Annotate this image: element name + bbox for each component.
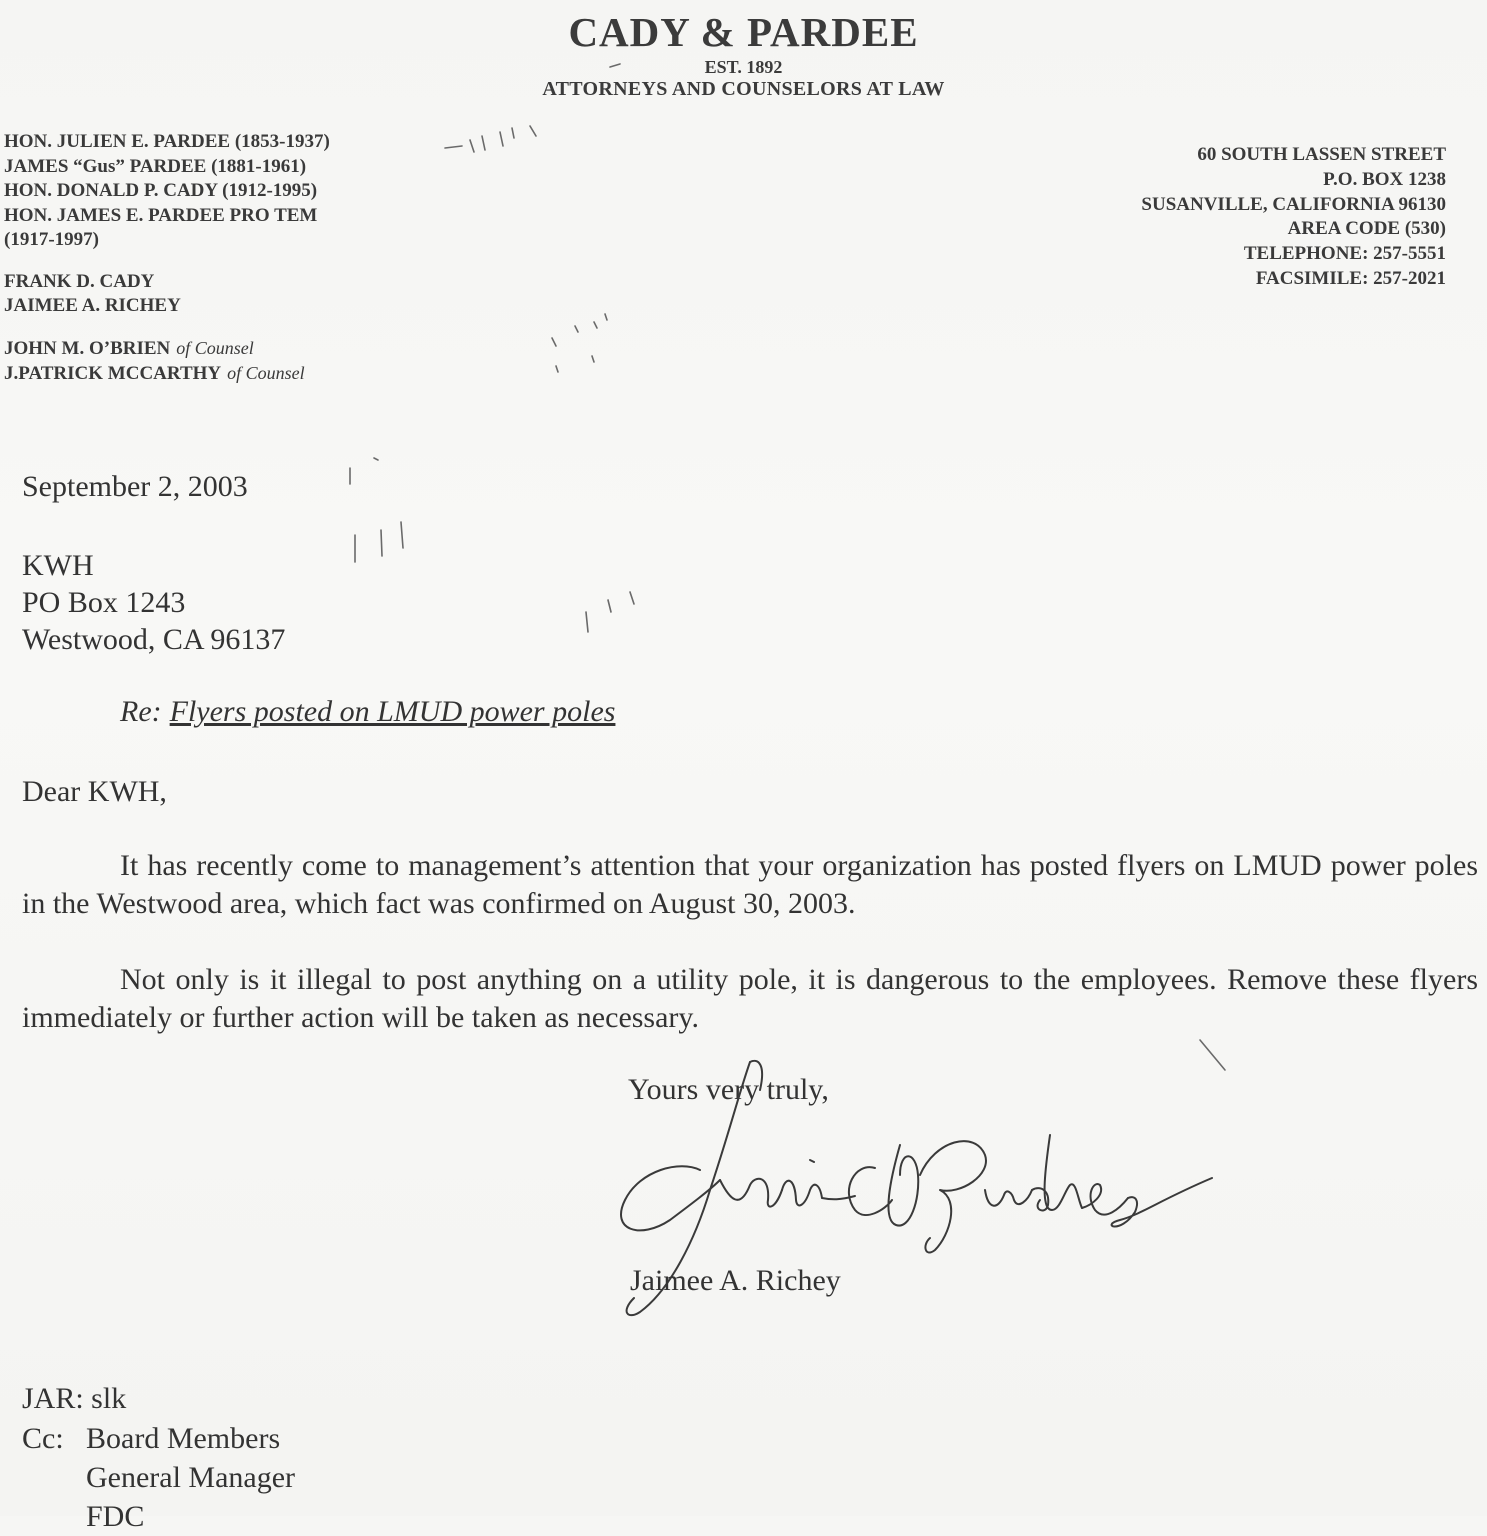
firm-tagline: ATTORNEYS AND COUNSELORS AT LAW	[542, 78, 945, 100]
attorney-line: HON. JAMES E. PARDEE PRO TEM	[4, 204, 318, 226]
address-line: FACSIMILE: 257-2021	[1255, 267, 1446, 289]
cc-recipient: Board Members	[86, 1422, 281, 1455]
recipient-line: PO Box 1243	[22, 586, 186, 619]
subject-line	[120, 695, 615, 729]
address-line: 60 SOUTH LASSEN STREET	[1197, 144, 1446, 165]
attorney-line: (1917-1997)	[4, 229, 99, 250]
attorney-line: JAIMEE A. RICHEY	[4, 295, 181, 316]
signer-name: Jaimee A. Richey	[630, 1264, 841, 1297]
body-paragraph: Not only is it illegal to post anything on a utility pole, it is dangerous to the employees. Remove these flyers immediately or further action will be taken as necessary.	[22, 963, 1478, 1034]
subject-text: Flyers posted on LMUD power poles	[169, 695, 616, 728]
attorney-line: FRANK D. CADY	[4, 270, 155, 292]
attorney-line: JAMES “Gus” PARDEE (1881-1961)	[4, 155, 307, 177]
recipient-line: Westwood, CA 96137	[22, 623, 286, 656]
closing: Yours very truly,	[628, 1073, 829, 1106]
counsel-group	[4, 336, 330, 387]
address-line: SUSANVILLE, CALIFORNIA 96130	[1141, 193, 1446, 215]
address-line: AREA CODE (530)	[1287, 218, 1446, 240]
attorney-line: HON. JULIEN E. PARDEE (1853-1937)	[4, 131, 330, 152]
attorney-line: HON. DONALD P. CADY (1912-1995)	[4, 180, 318, 201]
attorney-list	[4, 130, 330, 404]
counsel-title: of Counsel	[227, 363, 305, 383]
recipient-address	[22, 547, 285, 658]
cc-recipients	[86, 1419, 295, 1536]
counsel-name: JOHN M. O’BRIEN	[4, 337, 171, 359]
body-paragraph: It has recently come to management’s attention that your organization has posted flyers on LMUD power poles in the Westwood area, which fact was confirmed on August 30, 2003.	[22, 849, 1478, 920]
established-year: EST. 1892	[704, 57, 783, 77]
counsel-line	[4, 361, 330, 387]
letter-date: September 2, 2003	[22, 470, 248, 503]
partners-group	[4, 270, 330, 319]
founders-group	[4, 130, 330, 253]
recipient-name: KWH	[22, 549, 94, 582]
firm-name: CADY & PARDEE	[568, 9, 919, 55]
counsel-line	[4, 336, 330, 362]
reference-initials: JAR: slk	[22, 1382, 127, 1415]
cc-label: Cc:	[22, 1422, 64, 1455]
address-line: P.O. BOX 1238	[1323, 168, 1446, 190]
address-line: TELEPHONE: 257-5551	[1243, 243, 1446, 265]
counsel-name: J.PATRICK MCCARTHY	[4, 363, 222, 384]
cc-recipient: General Manager	[86, 1461, 296, 1494]
cc-recipient: FDC	[86, 1500, 145, 1533]
firm-address	[1141, 143, 1446, 292]
subject-label: Re:	[120, 695, 162, 728]
carbon-copy-list	[22, 1419, 295, 1536]
salutation: Dear KWH,	[22, 775, 167, 808]
counsel-title: of Counsel	[176, 337, 254, 358]
